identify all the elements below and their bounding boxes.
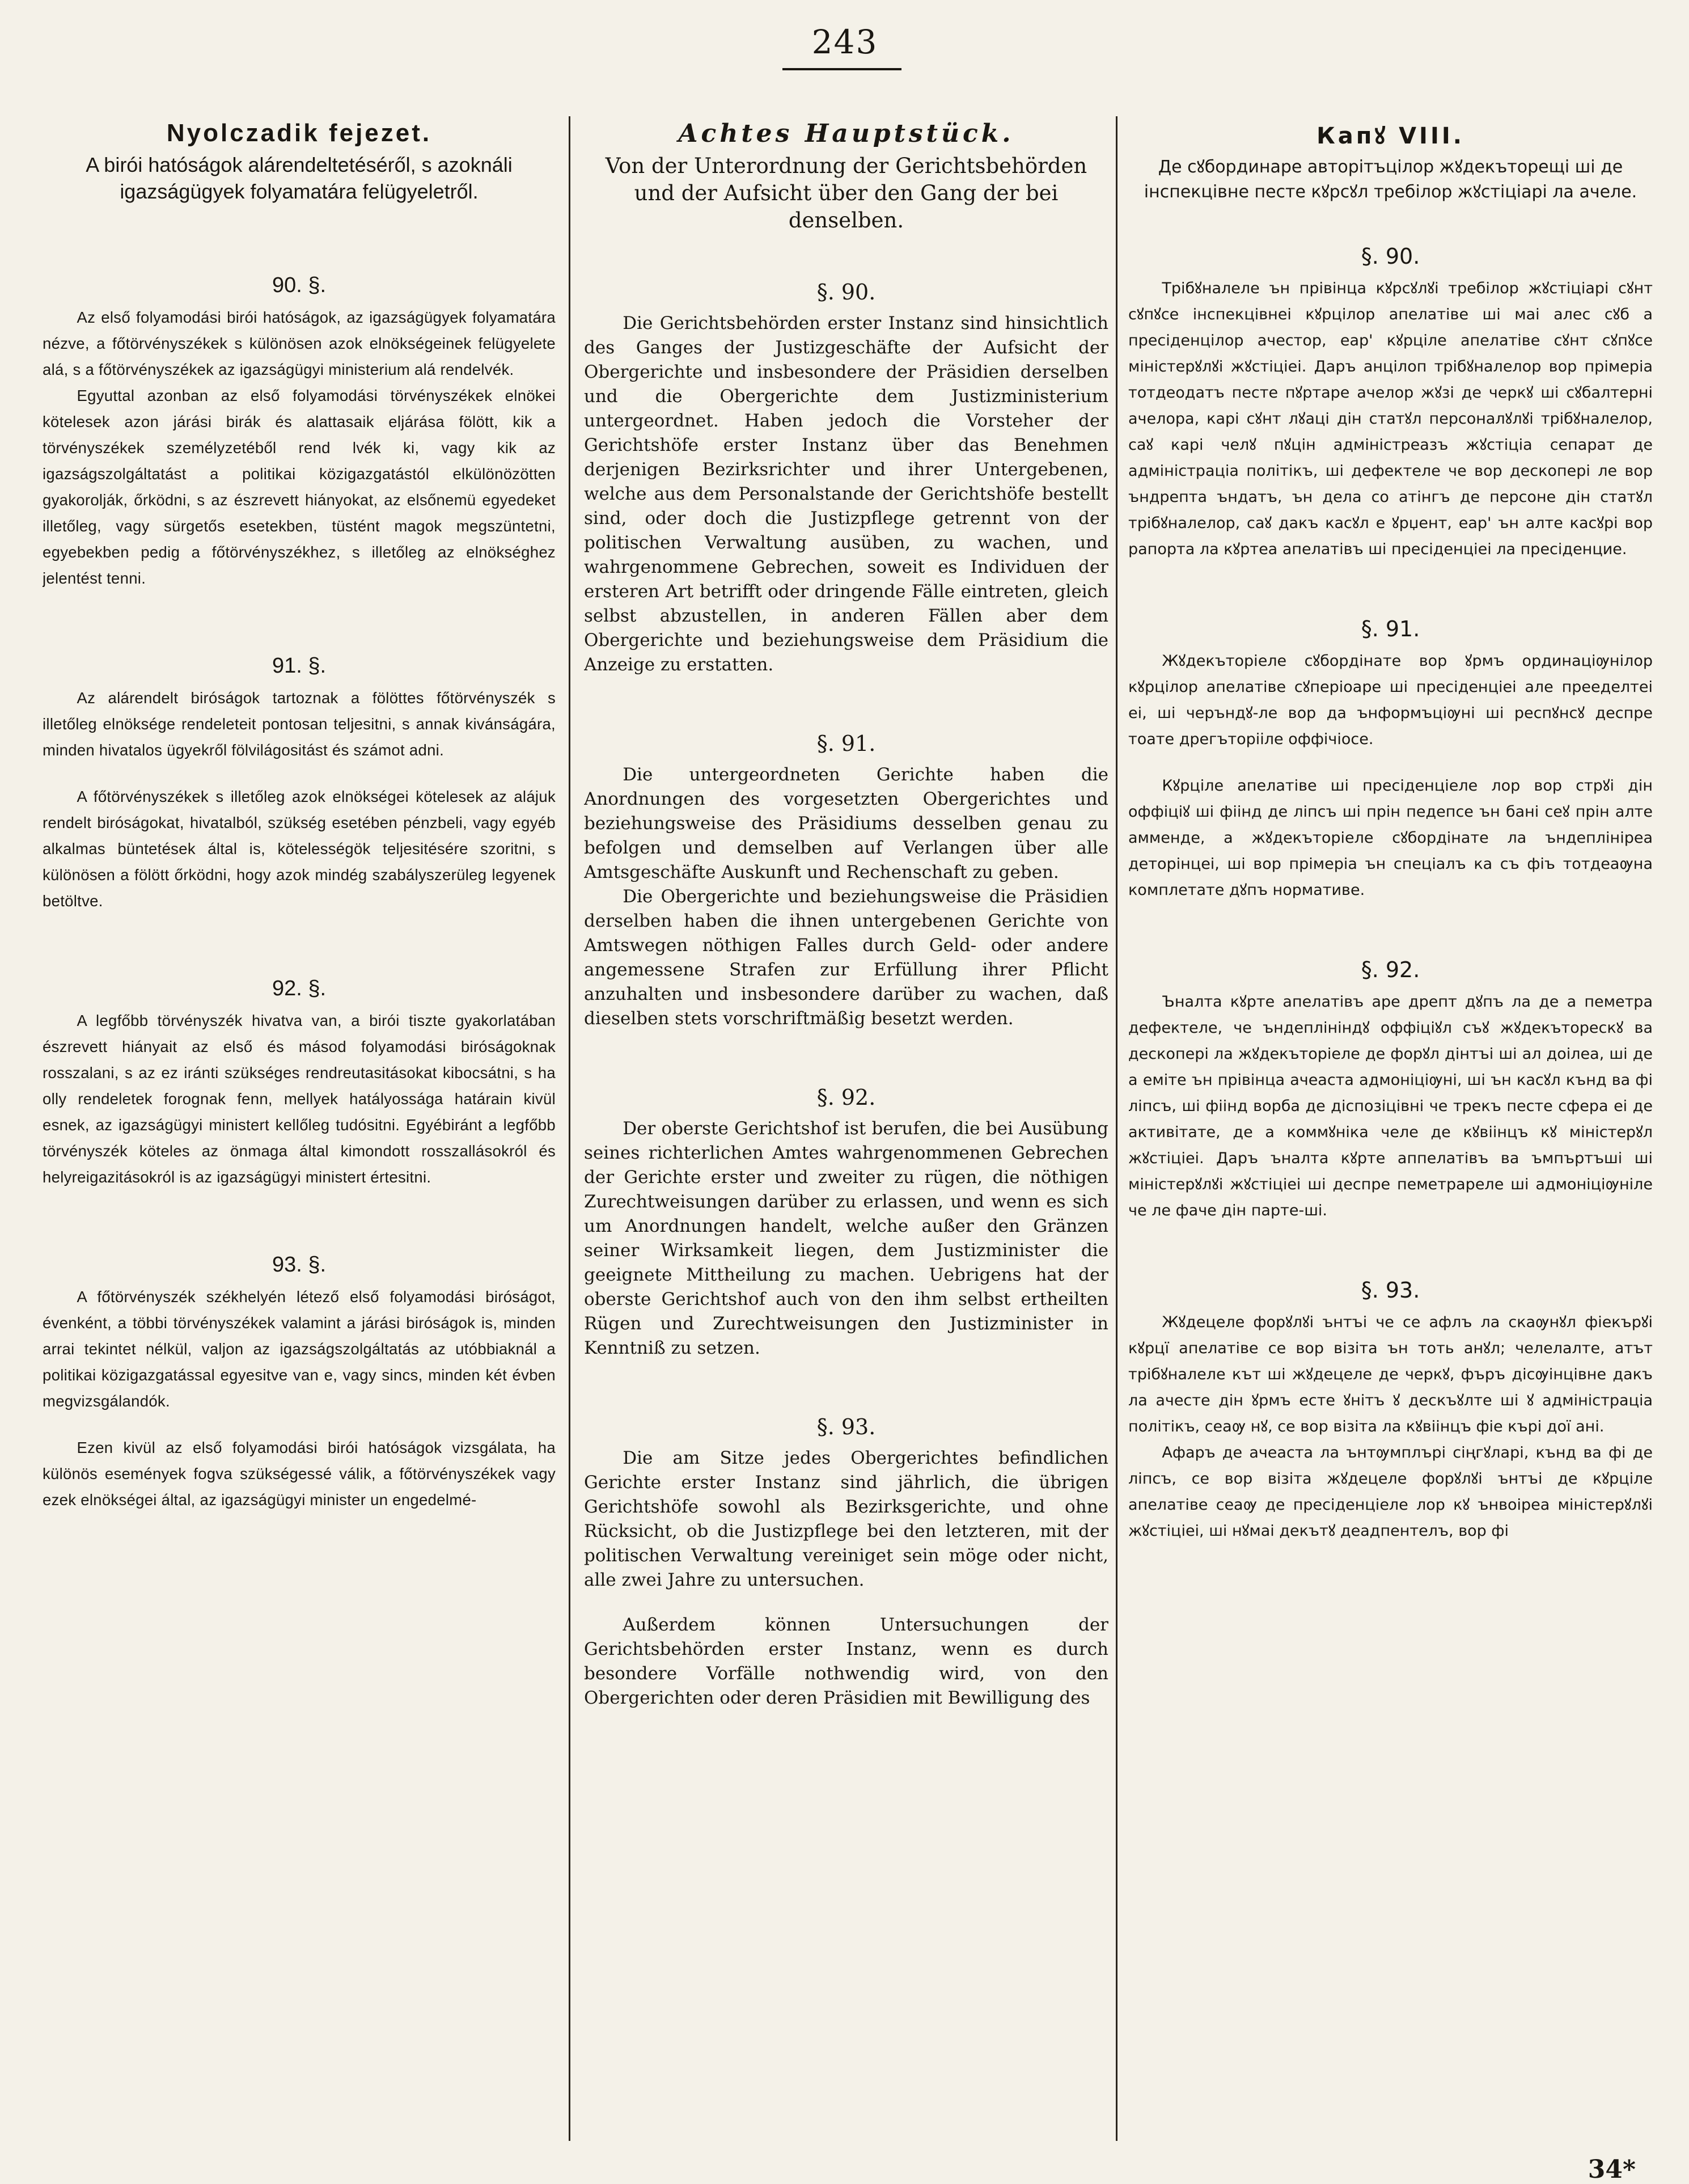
section-93-paragraph-2-hungarian: Ezen kivül az első folyamodási birói hatóságok vizsgálata, ha különös események fogva szükségessé válik, a főtörvényszékek vagy ezek elnökségei által, az igazságügyi minister un engedelmé- — [43, 1438, 556, 1509]
section-91-paragraph-2-german: Die Obergerichte und beziehungsweise die Präsidien derselben haben die ihnen untergebenen Gerichte von Amtswegen nöthigen Falles durch Geld- oder andere angemessene Strafen zur Erfüllung ihrer Pflicht anzuhalten und insbesondere darüber zu wachen, daß dieselben stets vorschriftmäßig besetzt werden. — [584, 886, 1108, 1029]
section-90-paragraph-1-hungarian: Az első folyamodási birói hatóságok, az igazságügyek folyamatára nézve, a főtörvényszékek s különösen azok elnökségeinek felügyelete alá, s a főtörvényszékek az igazságügyi ministerium alá rendelvék. — [43, 308, 556, 378]
section-92-heading-romanian: §. 92. — [1361, 957, 1420, 982]
section-90-paragraph-2-hungarian: Egyuttal azonban az első folyamodási törvényszékek elnökei kötelesek azon járási birák és alattasaik eljárása fölött, kik a törvényszékek személyzetéből rend lvék ki, vagy kik az igazságszolgáltatást a politikai közigazgatástól elkülönözötten gyakorolják, őrködni, s az észrevett hiányokat, az elsőnemü egyedeket illetőleg, vagy sürgetős esetekben, tüstént magok megszüntetni, egyebekben pedig a főtörvényszékhez, s illetőleg az elnökséghez jelentést tenni. — [43, 386, 556, 587]
column-divider-left — [569, 116, 570, 2141]
column-divider-right — [1116, 116, 1117, 2141]
section-90-heading-german: §. 90. — [816, 280, 876, 305]
section-93-paragraph-2-german: Außerdem können Untersuchungen der Gerichtsbehörden erster Instanz, wenn es durch besondere Vorfälle nothwendig wird, von den Obergerichten oder deren Präsidien mit Bewilligung des — [584, 1615, 1108, 1709]
chapter-subtitle-romanian: Де сꙋбординаре авторітъцілор жꙋдекъторещі ші де інспекцівне песте кꙋрсꙋл требілор жꙋстіціарі ла ачеле. — [1144, 157, 1637, 202]
section-93-heading-hungarian: 93. §. — [272, 1252, 327, 1277]
hungarian-column — [43, 119, 556, 2138]
section-92-paragraph-1-romanian: Ъналта кꙋрте апелатівъ аре дрепт дꙋпъ ла де а пеметра дефектеле, че ъндеплініндꙋ оффіціꙋл съꙋ жꙋдекъторескꙋ ва дескопері ла жꙋдекъторіеле де форꙋл дінтъі ші ал доілеа, ші де а еміте ън прівінца ачеаста адмоніціѹні, ші ън касꙋл кънд ва фі ліпсъ, ші фіінд ворба де діспозіцівні че трекъ песте сфера еі де активітате, де а коммꙋніка челе де кꙋвіінцъ кꙋ міністерꙋл жꙋстіціеі. Даръ ъналта кꙋрте аппелатівъ ва ъмпъртъші ші міністерꙋлꙋі жꙋстіціеі ші деспре пеметрареле ші адмоніціѹніле че ле фаче дін парте-ші. — [1128, 993, 1653, 1219]
section-90-paragraph-1-german: Die Gerichtsbehörden erster Instanz sind hinsichtlich des Ganges der Justizgeschäfte der Aufsicht der Obergerichte und insbesondere der Präsidien derselben und die Obergerichte dem Justizministerium untergeordnet. Haben jedoch die Vorsteher der Gerichtshöfe erster Instanz über das Benehmen derjenigen Bezirksrichter und ihrer Untergebenen, welche aus dem Personalstande der Gerichtshöfe bestellt sind, oder doch die Justizpflege getrennt von der politischen Verwaltung ausüben, zu wachen, und wahrgenommene Gebrechen, soweit es Individuen der ersteren Art betrifft oder dringende Fälle eintreten, gleich selbst abzustellen, in anderen Fällen aber dem Obergerichte und beziehungsweise dem Präsidium die Anzeige zu erstatten. — [584, 313, 1108, 675]
section-91-heading-german: §. 91. — [816, 731, 876, 757]
romanian-column — [1128, 119, 1653, 2138]
section-91-paragraph-1-hungarian: Az alárendelt biróságok tartoznak a fölöttes főtörvényszék s illetőleg elnöksége rendeleteit pontosan teljesitni, s annak kivánságára, minden hivatalos ügyekről fölvilágositást és számot adni. — [43, 688, 556, 759]
chapter-title-hungarian: Nyolczadik fejezet. — [166, 119, 432, 147]
page-signature: 34* — [1588, 2155, 1636, 2184]
section-93-paragraph-1-romanian: Жꙋдецеле форꙋлꙋі ънтъі че се афлъ ла скаѹнꙋл фіекърꙋі кꙋрцї апелатіве се вор візіта ън тоть анꙋл; челелалте, атът трібꙋналеле кът ші жꙋдецеле де черкꙋ, фъръ дісѹінцівне дакъ ла ачесте дін ꙋрмъ есте ꙋнітъ ꙋ дескъꙋлте ші ꙋ адміністраціа політікъ, сеаѹ нꙋ, се вор візіта ла кꙋвіінцъ фіе кърі дої ані. — [1128, 1313, 1653, 1435]
page-number-rule — [782, 68, 901, 70]
section-90-heading-hungarian: 90. §. — [272, 273, 327, 297]
section-93-paragraph-2-romanian: Афаръ де ачеаста ла ънтѹмплърі сіңгꙋларі, кънд ва фі де ліпсъ, се вор візіта жꙋдецеле форꙋлꙋі ънтъі де кꙋрціле апелатіве сеаѹ де пресіденціеле лор кꙋ ънвоіреа міністерꙋлꙋі жꙋстіціеі, ші нꙋмаі декътꙋ деадпентелъ, вор фі — [1128, 1444, 1653, 1540]
section-92-paragraph-1-german: Der oberste Gerichtshof ist berufen, die bei Ausübung seines richterlichen Amtes wahrgenommenen Gebrechen der Gerichte erster und zweiter zu rügen, die nöthigen Zurechtweisungen darüber zu erlassen, und wenn es sich um Anordnungen handelt, welche außer den Gränzen seiner Wirksamkeit liegen, dem Justizminister die geeignete Mittheilung zu machen. Uebrigens hat der oberste Gerichtshof auch von den ihm selbst ertheilten Rügen und Zurechtweisungen den Justizminister in Kenntniß zu setzen. — [584, 1118, 1108, 1359]
section-91-heading-romanian: §. 91. — [1361, 616, 1420, 641]
chapter-title-romanian: Капꙋ VIII. — [1317, 123, 1464, 149]
section-92-paragraph-1-hungarian: A legfőbb törvényszék hivatva van, a birói tiszte gyakorlatában észrevett hiányait az első és másod folyamodási biróságoknak rosszalani, s az ez iránti szükséges rendreutasitásokat kibocsátni, s ha olly rendeletek forognak fenn, mellyek hatályossága határain kivül esnek, az igazságügyi ministert kellőleg tudósitni. Egyébiránt a legfőbb törvényszék köteles az önmaga által kimondott rosszallásokról és helyreigazitásokról is az igazságügyi ministert értesitni. — [43, 1011, 556, 1186]
chapter-title-german: Achtes Hauptstück. — [678, 119, 1014, 148]
section-91-heading-hungarian: 91. §. — [272, 653, 327, 678]
section-93-paragraph-1-hungarian: A főtörvényszék székhelyén létező első folyamodási biróságot, évenként, a többi törvényszékek valamint a járási biróságok is, minden arrai tekintet nélkül, valjon az igazságszolgáltatás az utóbbiaknál a politikai közigazgatással egyesitve van e, vagy sincs, minden két évben megvizsgálandók. — [43, 1287, 556, 1410]
german-column — [584, 119, 1108, 2138]
chapter-subtitle-hungarian: A birói hatóságok alárendeltetéséről, s azoknáli igazságügyek folyamatára felügyeletről. — [86, 153, 513, 203]
section-91-paragraph-1-romanian: Жꙋдекъторіеле сꙋбордінате вор ꙋрмъ ординаціѹнілор кꙋрцілор апелатіве сꙋперіоаре ші пресіденціеі але прееделтеі еі, ші черъндꙋ-ле вор да ънформъціѹні ші респꙋнсꙋ деспре тоате дрегъторііле оффічіосе. — [1128, 652, 1653, 748]
section-92-heading-hungarian: 92. §. — [272, 976, 327, 1000]
section-92-heading-german: §. 92. — [816, 1085, 876, 1110]
section-91-paragraph-2-hungarian: A főtörvényszékek s illetőleg azok elnökségei kötelesek az alájuk rendelt biróságokat, hivatalból, szükség esetében pénzbeli, vagy egyéb alkalmas büntetések által is, kötelességök teljesitésére szoritni, s különösen a fölött őrködni, hogy azok mindég szabályszerüleg legyenek betöltve. — [43, 787, 556, 910]
section-91-paragraph-2-romanian: Кꙋрціле апелатіве ші пресіденціеле лор вор стрꙋі дін оффіціꙋ ші фіінд де ліпсъ ші прін педепсе ън бані сеꙋ прін алте амменде, а жꙋдекъторіеле сꙋбордінате ла ъндеплініреа деторінцеі, ші вор прімеріа ън спеціалъ ка съ фіъ тотдеаѹна комплетате дꙋпъ нормативе. — [1128, 777, 1653, 899]
page-number: 243 — [811, 23, 878, 61]
section-91-paragraph-1-german: Die untergeordneten Gerichte haben die Anordnungen des vorgesetzten Obergerichtes und beziehungsweise des Präsidiums desselben genau zu befolgen und demselben auf Verlangen über alle Amtsgeschäfte Auskunft und Rechenschaft zu geben. — [584, 764, 1108, 883]
section-93-paragraph-1-german: Die am Sitze jedes Obergerichtes befindlichen Gerichte erster Instanz sind jährlich, die übrigen Gerichtshöfe sowohl als Bezirksgerichte, und ohne Rücksicht, ob die Justizpflege bei den letzteren, mit der politischen Verwaltung vereiniget sein möge oder nicht, alle zwei Jahre zu untersuchen. — [584, 1448, 1108, 1591]
section-90-heading-romanian: §. 90. — [1361, 244, 1420, 269]
section-93-heading-german: §. 93. — [816, 1414, 876, 1440]
section-90-paragraph-1-romanian: Трібꙋналеле ън прівінца кꙋрсꙋлꙋі требілор жꙋстіціарі сꙋнт сꙋпꙋсе інспекцівнеі кꙋрцілор апелатіве ші маі алес сꙋб а пресіденцілор ачестор, еар' кꙋрціле апелатіве сꙋнт сꙋпꙋсе міністерꙋлꙋі жꙋстіціеі. Даръ анцілоп трібꙋналелор вор прімеріа тотдеодатъ песте пꙋртаре ачелор жꙋзі де черкꙋ ші сꙋбалтерні ачелора, карі сꙋнт лꙋаці дін статꙋл персоналꙋлꙋі трібꙋналелор, саꙋ карі челꙋ пꙋцін адміністреазъ жꙋстіціа сепарат де адміністраціа політікъ, ші дефектеле че вор дескопері ле вор ъндрепта ъндатъ, ън дела со атінгъ де персоне дін статꙋл трібꙋналелор, саꙋ дакъ касꙋл е ꙋрџент, еар' ън алте касꙋрі вор рапорта ла кꙋртеа апелатівъ ші пресіденціеі ла пресіденцие. — [1128, 280, 1653, 558]
section-93-heading-romanian: §. 93. — [1361, 1278, 1420, 1303]
chapter-subtitle-german: Von der Unterordnung der Gerichtsbehörden und der Aufsicht über den Gang der bei denselben. — [605, 154, 1087, 233]
